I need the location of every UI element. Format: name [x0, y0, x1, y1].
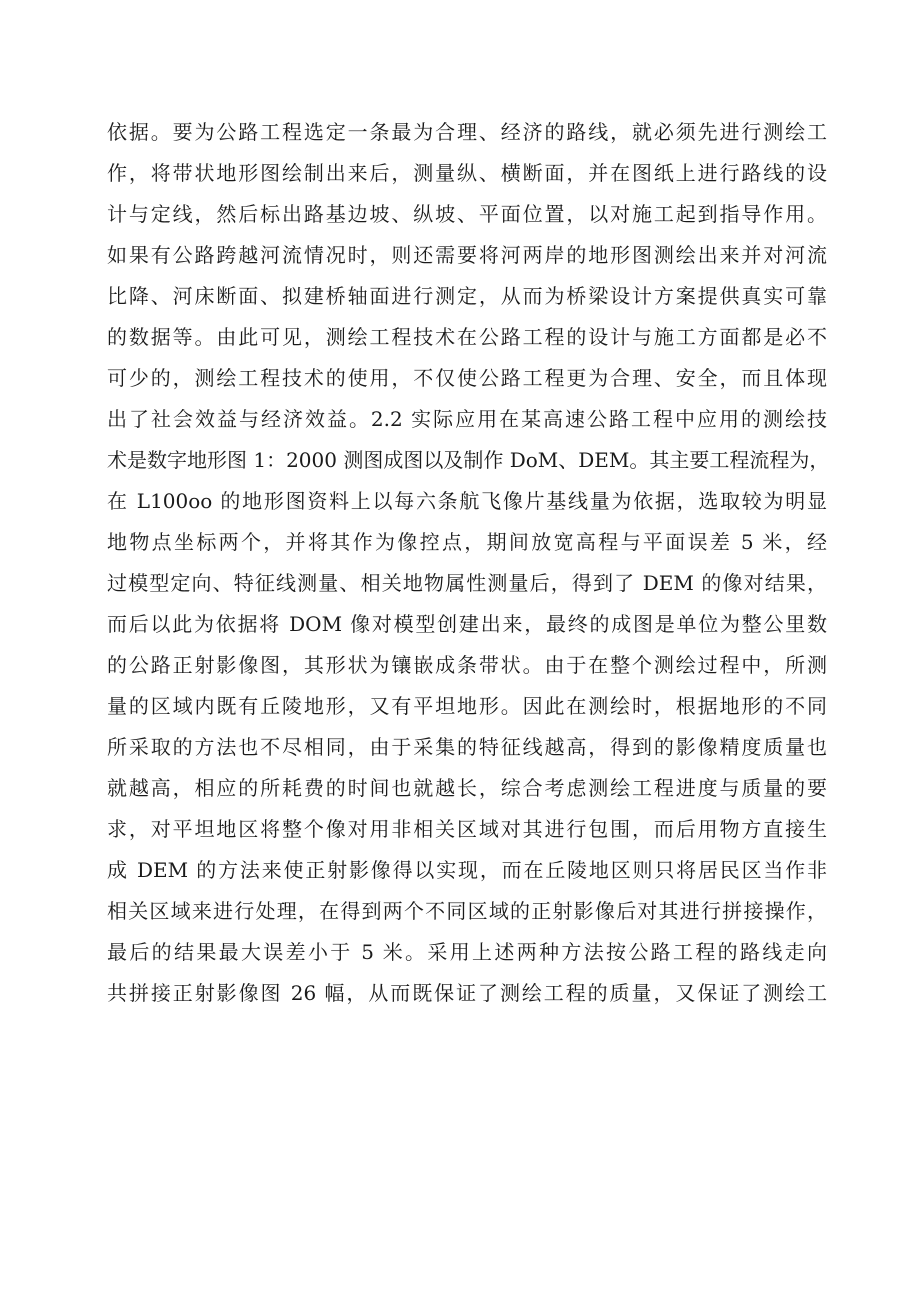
text-line-10: 在 L100oo 的地形图资料上以每六条航飞像片基线量为依据，选取较为明显: [107, 489, 827, 513]
text-line-1: 依据。要为公路工程选定一条最为合理、经济的路线，就必须先进行测绘工: [107, 120, 827, 144]
text-line-20: 相关区域来进行处理，在得到两个不同区域的正射影像后对其进行拼接操作，: [107, 899, 827, 923]
text-line-3: 计与定线，然后标出路基边坡、纵坡、平面位置，以对施工起到指导作用。: [107, 202, 827, 226]
text-line-18: 求，对平坦地区将整个像对用非相关区域对其进行包围，而后用物方直接生: [107, 817, 827, 841]
text-line-9: 术是数字地形图 1：2000 测图成图以及制作 DoM、DEM。其主要工程流程为，: [107, 448, 830, 472]
text-line-11: 地物点坐标两个，并将其作为像控点，期间放宽高程与平面误差 5 米，经: [107, 530, 827, 554]
text-line-7: 可少的，测绘工程技术的使用，不仅使公路工程更为合理、安全，而且体现: [107, 366, 827, 390]
text-line-22: 共拼接正射影像图 26 幅，从而既保证了测绘工程的质量，又保证了测绘工: [107, 981, 827, 1005]
text-line-4: 如果有公路跨越河流情况时，则还需要将河两岸的地形图测绘出来并对河流: [107, 243, 827, 267]
text-line-2: 作，将带状地形图绘制出来后，测量纵、横断面，并在图纸上进行路线的设: [107, 161, 827, 185]
text-line-12: 过模型定向、特征线测量、相关地物属性测量后，得到了 DEM 的像对结果，: [107, 571, 827, 595]
text-line-5: 比降、河床断面、拟建桥轴面进行测定，从而为桥梁设计方案提供真实可靠: [107, 284, 827, 308]
text-line-19: 成 DEM 的方法来使正射影像得以实现，而在丘陵地区则只将居民区当作非: [107, 858, 827, 882]
text-line-13: 而后以此为依据将 DOM 像对模型创建出来，最终的成图是单位为整公里数: [107, 612, 827, 636]
text-line-6: 的数据等。由此可见，测绘工程技术在公路工程的设计与施工方面都是必不: [107, 325, 827, 349]
text-line-14: 的公路正射影像图，其形状为镶嵌成条带状。由于在整个测绘过程中，所测: [107, 653, 827, 677]
text-line-8: 出了社会效益与经济效益。2.2 实际应用在某高速公路工程中应用的测绘技: [107, 407, 827, 431]
text-line-15: 量的区域内既有丘陵地形，又有平坦地形。因此在测绘时，根据地形的不同: [107, 694, 827, 718]
body-paragraph: [107, 112, 830, 1014]
text-line-16: 所采取的方法也不尽相同，由于采集的特征线越高，得到的影像精度质量也: [107, 735, 827, 759]
text-line-21: 最后的结果最大误差小于 5 米。采用上述两种方法按公路工程的路线走向: [107, 940, 827, 964]
text-line-17: 就越高，相应的所耗费的时间也就越长，综合考虑测绘工程进度与质量的要: [107, 776, 827, 800]
